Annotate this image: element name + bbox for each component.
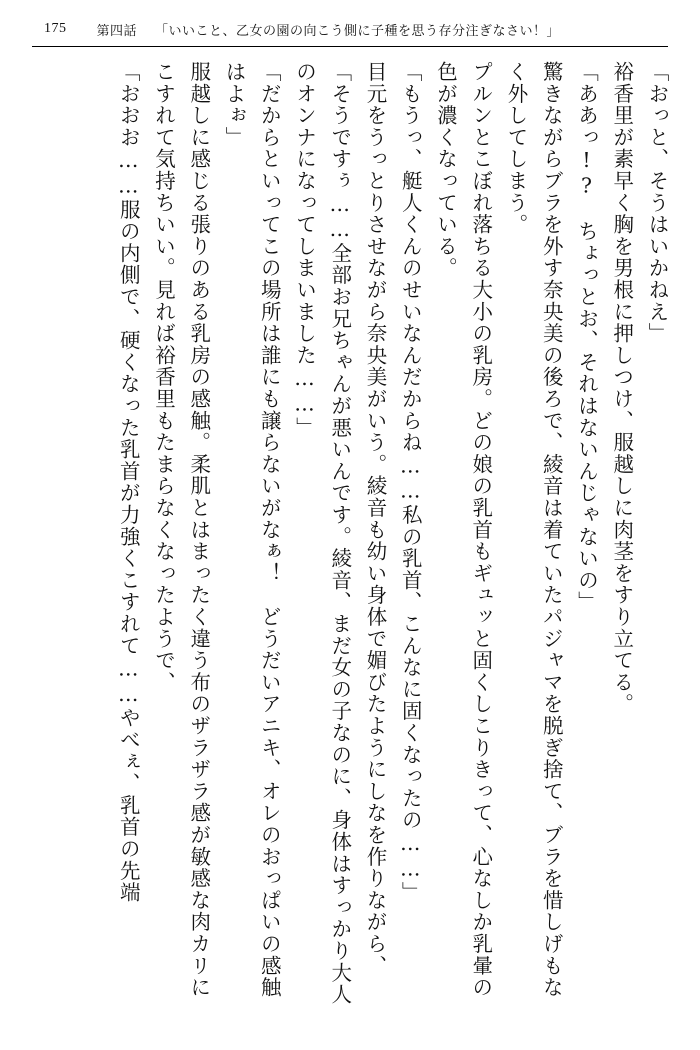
- paragraph: 驚きながらブラを外す奈央美の後ろで、綾音は着ていたパジャマを脱ぎ捨て、ブラを惜しげもなく外してしまう。: [504, 61, 564, 999]
- vertical-text-block: [26, 61, 674, 1016]
- body-text-area: [26, 61, 674, 1016]
- page-number: 175: [44, 21, 67, 36]
- paragraph: 「ああっ!? ちょっとお、それはないんじゃないの」: [574, 61, 599, 613]
- page-footer: [26, 1016, 674, 1030]
- chapter-title: 「いいこと、乙女の園の向こう側に子種を思う存分注ぎなさい！」: [155, 22, 561, 38]
- paragraph: 「おおお……服の内側で、硬くなった乳首が力強くこすれて……やべぇ、乳首の先端: [116, 61, 141, 904]
- paragraph: 服越しに感じる張りのある乳房の感触。柔肌とはまったく違う布のザラザラ感が敏感な肉カリにこすれて気持ちいい。見れば裕香里もたまらなくなったようで、: [151, 61, 211, 999]
- paragraph: 「だからといってこの場所は誰にも譲らないがなぁ！ どうだいアニキ、オレのおっぱいの感触はよぉ」: [222, 61, 282, 999]
- paragraph: 裕香里が素早く胸を男根に押しつけ、服越しに肉茎をすり立てる。: [609, 61, 634, 715]
- paragraph: 「そうですぅ……全部お兄ちゃんが悪いんです。綾音、まだ女の子なのに、身体はすっかり大人のオンナになってしまいました……」: [292, 61, 352, 1006]
- paragraph: 目元をうっとりさせながら奈央美がいう。綾音も幼い身体で媚びたようにしなを作りながら、: [363, 61, 387, 977]
- paragraph: 「もうっ、艇人くんのせいなんだからね……私の乳首、こんなに固くなったの……」: [398, 61, 423, 904]
- paragraph: プルンとこぼれ落ちる大小の乳房。どの娘の乳首もギュッと固くしこりきって、心なしか乳暈の色が濃くなっている。: [433, 61, 493, 999]
- chapter-label: 第四話: [96, 22, 138, 38]
- header-divider-rule: [32, 46, 668, 47]
- paragraph: 「おっと、そうはいかねえ」: [645, 61, 669, 345]
- running-header: [26, 14, 674, 44]
